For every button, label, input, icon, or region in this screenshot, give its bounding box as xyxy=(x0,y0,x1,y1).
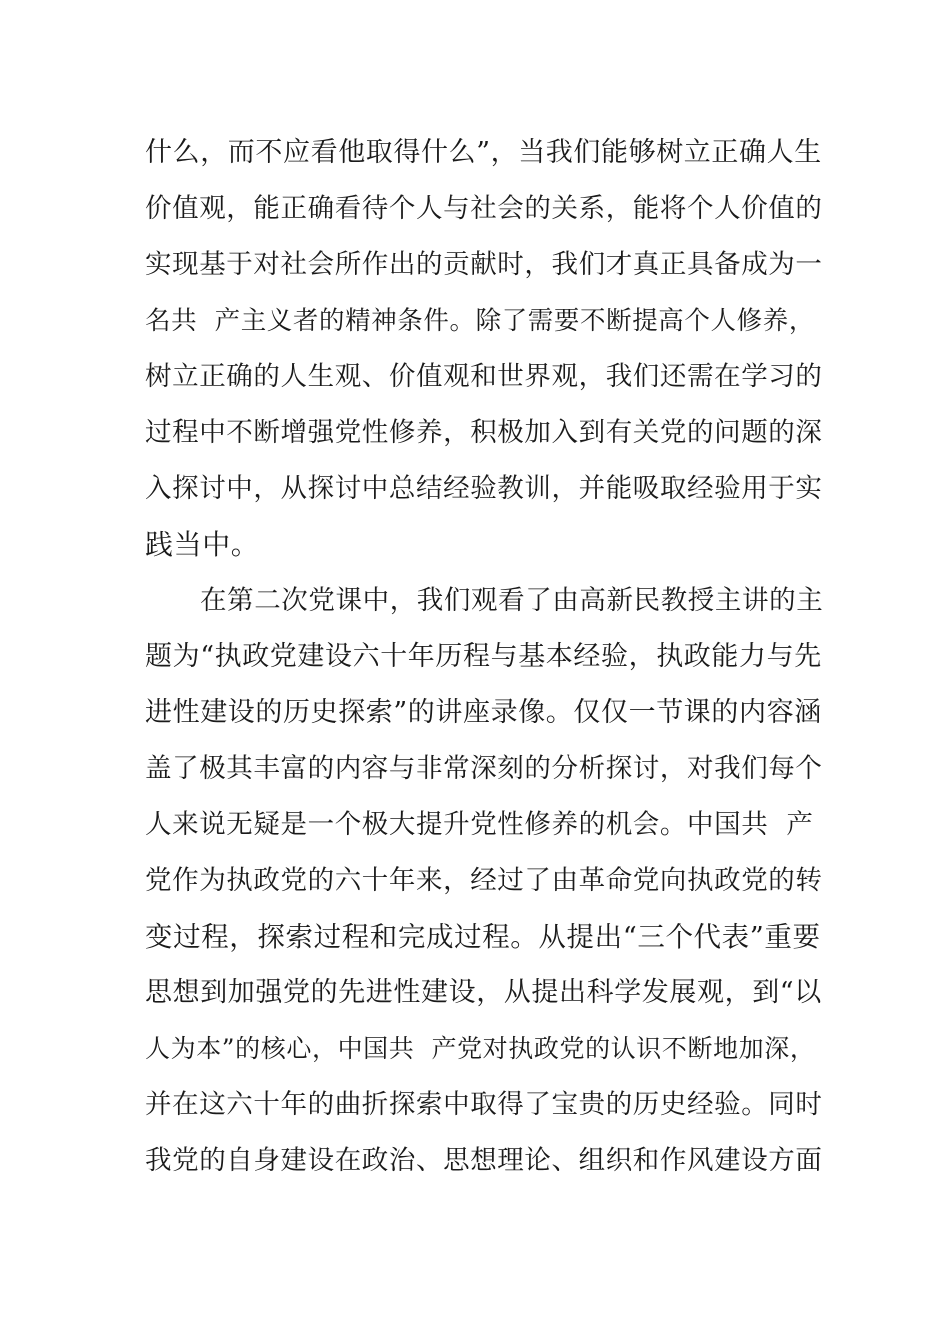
text-line: 人为本”的核心，中国共 产党对执政党的认识不断地加深， xyxy=(145,1034,816,1063)
text-line: 践当中。 xyxy=(145,528,260,561)
text-line: 思想到加强党的先进性建设，从提出科学发展观，到“以 xyxy=(145,977,822,1008)
text-line: 入探讨中，从探讨中总结经验教训，并能吸取经验用于实 xyxy=(145,473,823,504)
text-line: 价值观，能正确看待个人与社会的关系，能将个人价值的 xyxy=(145,193,823,224)
text-line: 什么，而不应看他取得什么”，当我们能够树立正确人生 xyxy=(145,137,822,168)
text-line: 我党的自身建设在政治、思想理论、组织和作风建设方面 xyxy=(145,1145,823,1176)
text-line: 盖了极其丰富的内容与非常深刻的分析探讨，对我们每个 xyxy=(145,753,823,784)
text-line: 实现基于对社会所作出的贡献时，我们才真正具备成为一 xyxy=(145,249,823,280)
text-line: 树立正确的人生观、价值观和世界观，我们还需在学习的 xyxy=(145,361,823,392)
text-line: 党作为执政党的六十年来，经过了由革命党向执政党的转 xyxy=(145,865,823,896)
text-line: 过程中不断增强党性修养，积极加入到有关党的问题的深 xyxy=(145,417,823,448)
text-line: 进性建设的历史探索”的讲座录像。仅仅一节课的内容涵 xyxy=(145,697,822,728)
text-line: 题为“执政党建设六十年历程与基本经验，执政能力与先 xyxy=(145,641,822,672)
text-line: 变过程，探索过程和完成过程。从提出“三个代表”重要 xyxy=(145,921,821,953)
text-line: 并在这六十年的曲折探索中取得了宝贵的历史经验。同时 xyxy=(145,1089,823,1120)
paragraph-first-line: 在第二次党课中，我们观看了由高新民教授主讲的主 xyxy=(200,585,824,616)
text-line: 人来说无疑是一个极大提升党性修养的机会。中国共 产 xyxy=(145,809,814,840)
text-line: 名共 产主义者的精神条件。除了需要不断提高个人修养， xyxy=(145,306,815,336)
